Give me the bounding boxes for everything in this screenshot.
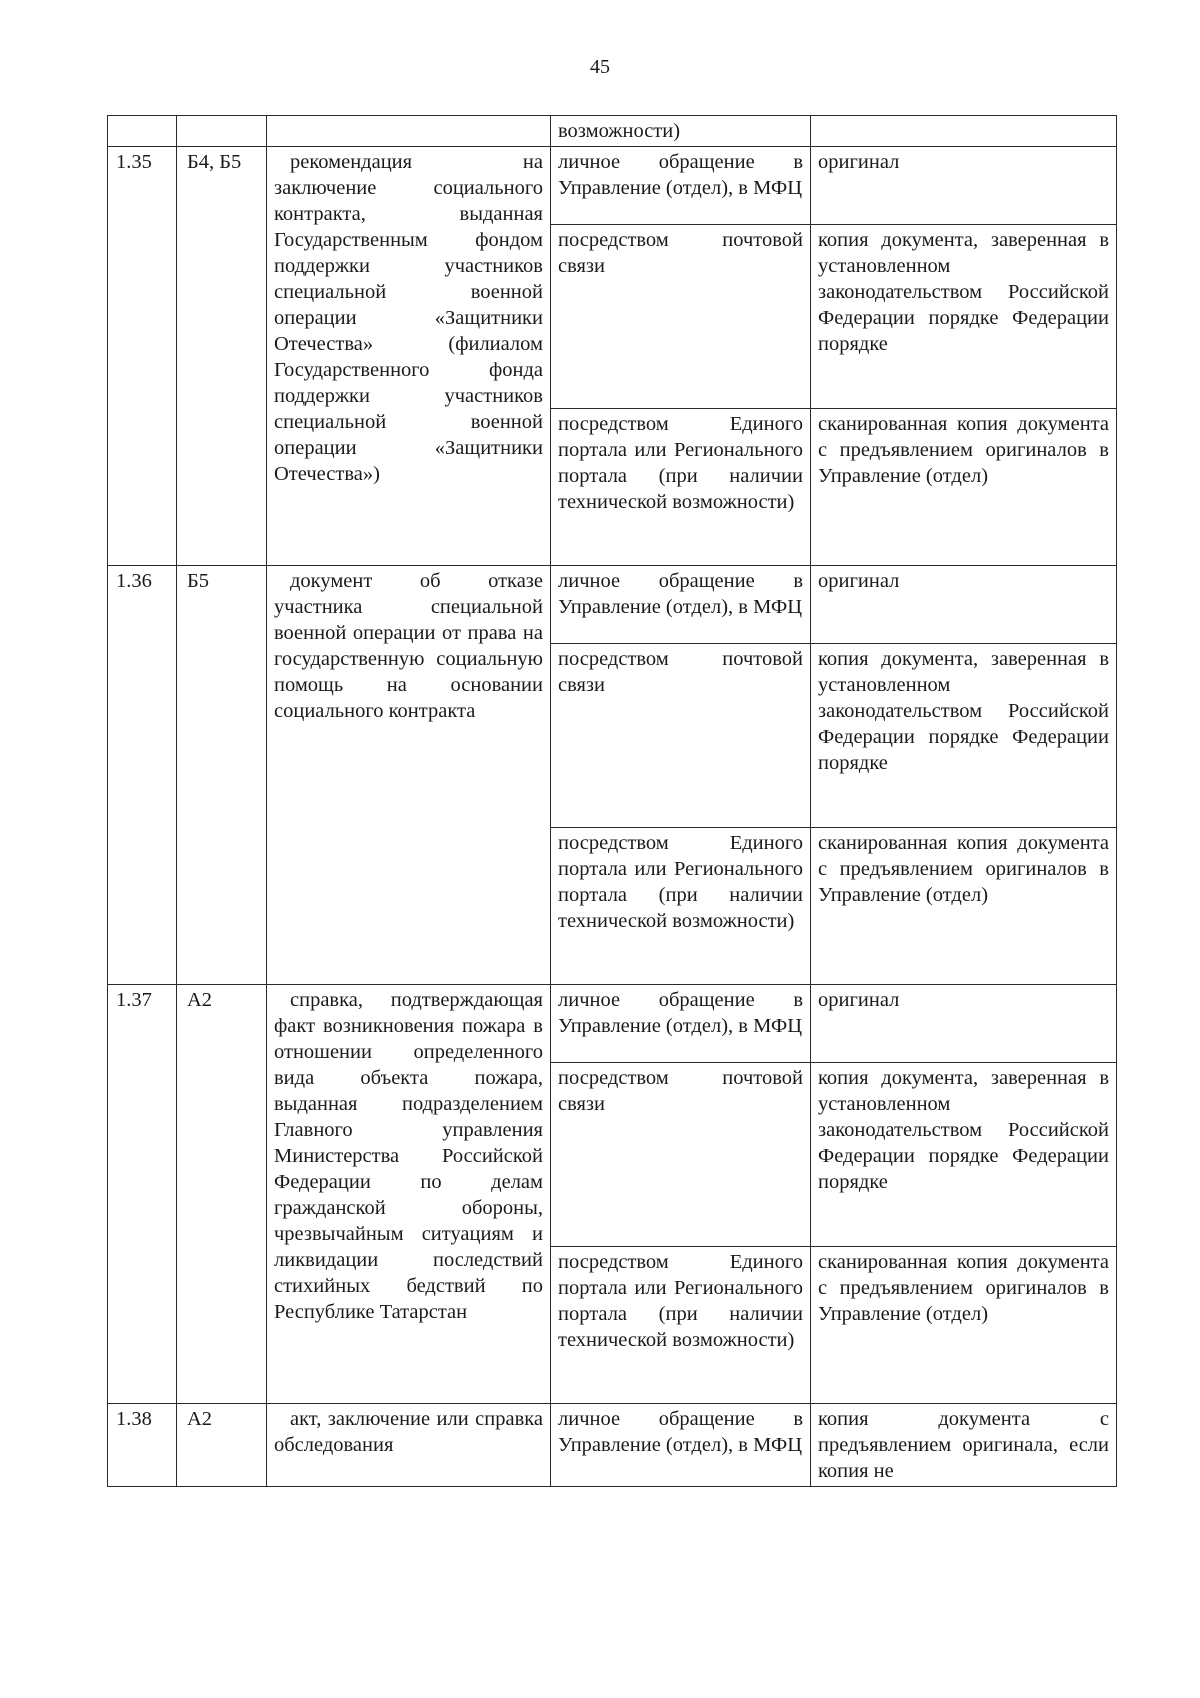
method-cell: личное обращение в Управление (отдел), в МФЦ	[551, 985, 811, 1063]
method-cell: посредством Единого портала или Регионального портала (при наличии технической возможности)	[551, 1247, 811, 1404]
form-cell: сканированная копия документа с предъявлением оригиналов в Управление (отдел)	[811, 828, 1117, 985]
form-cell: оригинал	[811, 566, 1117, 644]
category-cell: Б5	[177, 566, 267, 985]
row-number-cell: 1.38	[108, 1404, 177, 1487]
method-cell: личное обращение в Управление (отдел), в МФЦ	[551, 566, 811, 644]
row-number-cell: 1.36	[108, 566, 177, 985]
document-cell: справка, подтверждающая факт возникновения пожара в отношении определенного вида объекта пожара, выданная подразделением Главного управления Министерства Российской Федерации по делам гражданской обороны, чрезвычайным ситуациям и ликвидации последствий стихийных бедствий по Республике Татарстан	[267, 985, 551, 1404]
row-number-cell: 1.35	[108, 147, 177, 566]
form-cell: копия документа, заверенная в установленном законодательством Российской Федерации порядке Федерации порядке	[811, 644, 1117, 828]
method-cell: посредством почтовой связи	[551, 644, 811, 828]
form-cell: сканированная копия документа с предъявлением оригиналов в Управление (отдел)	[811, 409, 1117, 566]
form-cell: оригинал	[811, 985, 1117, 1063]
category-cell	[177, 116, 267, 147]
document-cell: рекомендация на заключение социального контракта, выданная Государственным фондом поддержки участников специальной военной операции «Защитники Отечества» (филиалом Государственного фонда поддержки участников специальной военной операции «Защитники Отечества»)	[267, 147, 551, 566]
form-cell: оригинал	[811, 147, 1117, 225]
table-row	[108, 147, 1117, 225]
form-cell: копия документа, заверенная в установленном законодательством Российской Федерации порядке Федерации порядке	[811, 1063, 1117, 1247]
table-row	[108, 566, 1117, 644]
method-cell: посредством Единого портала или Регионального портала (при наличии технической возможности)	[551, 828, 811, 985]
document-cell: акт, заключение или справка обследования	[267, 1404, 551, 1487]
method-cell: посредством почтовой связи	[551, 1063, 811, 1247]
category-cell: Б4, Б5	[177, 147, 267, 566]
category-cell: А2	[177, 985, 267, 1404]
row-number-cell: 1.37	[108, 985, 177, 1404]
document-cell	[267, 116, 551, 147]
row-number-cell	[108, 116, 177, 147]
page-number: 45	[590, 56, 610, 78]
documents-table	[107, 115, 1117, 1487]
method-cell: посредством почтовой связи	[551, 225, 811, 409]
form-cell: сканированная копия документа с предъявлением оригиналов в Управление (отдел)	[811, 1247, 1117, 1404]
table-row	[108, 116, 1117, 147]
form-cell: копия документа с предъявлением оригинала, если копия не	[811, 1404, 1117, 1487]
method-cell: личное обращение в Управление (отдел), в МФЦ	[551, 1404, 811, 1487]
method-cell: возможности)	[551, 116, 811, 147]
table-row	[108, 1404, 1117, 1487]
form-cell: копия документа, заверенная в установленном законодательством Российской Федерации порядке Федерации порядке	[811, 225, 1117, 409]
category-cell: А2	[177, 1404, 267, 1487]
method-cell: личное обращение в Управление (отдел), в МФЦ	[551, 147, 811, 225]
method-cell: посредством Единого портала или Регионального портала (при наличии технической возможности)	[551, 409, 811, 566]
document-cell: документ об отказе участника специальной военной операции от права на государственную социальную помощь на основании социального контракта	[267, 566, 551, 985]
table-row	[108, 985, 1117, 1063]
form-cell	[811, 116, 1117, 147]
